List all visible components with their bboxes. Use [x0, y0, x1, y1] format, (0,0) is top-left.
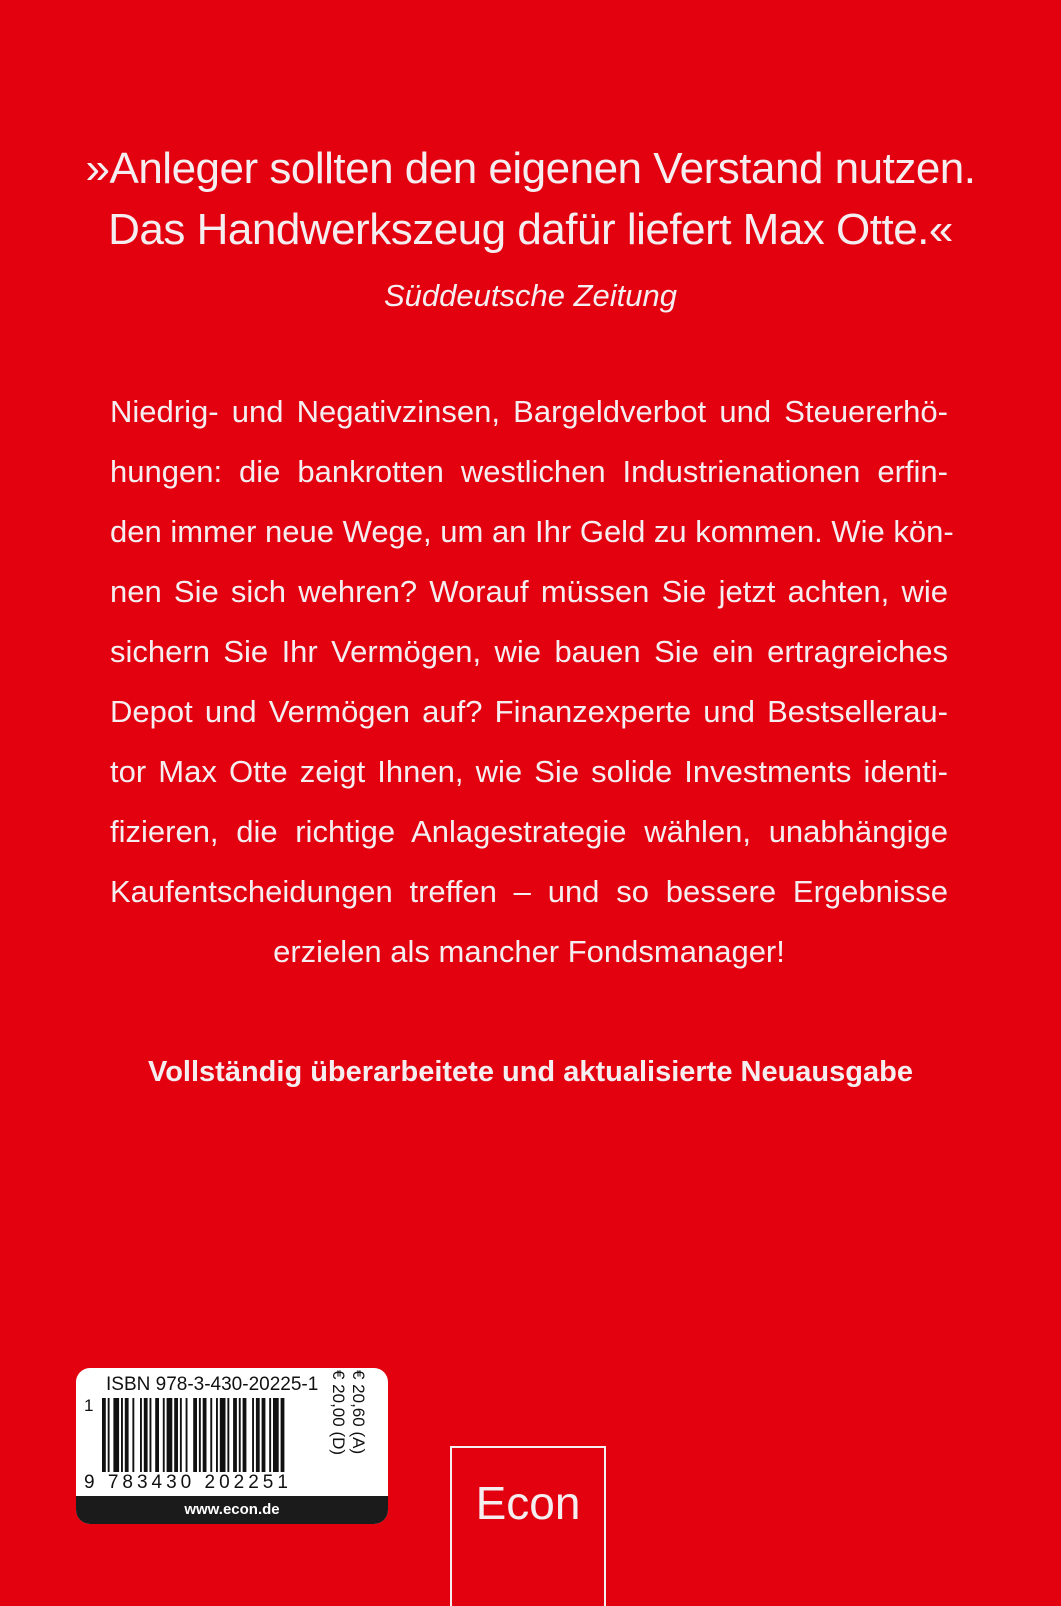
- barcode-left-digit: 1: [84, 1396, 94, 1415]
- publisher-url: www.econ.de: [76, 1496, 388, 1524]
- blurb-line: Kaufentscheidungen treffen – und so bessere Ergebnisse: [110, 874, 948, 909]
- price-austria: € 20,60 (A): [349, 1370, 368, 1455]
- barcode-digits: 9 783430 202251: [84, 1472, 292, 1493]
- blurb-line: tor Max Otte zeigt Ihnen, wie Sie solide Investments identi-: [110, 754, 948, 789]
- blurb-line: nen Sie sich wehren? Worauf müssen Sie jetzt achten, wie: [110, 574, 948, 609]
- isbn-text: ISBN 978-3-430-20225-1: [106, 1374, 319, 1395]
- blurb-line: den immer neue Wege, um an Ihr Geld zu kommen. Wie kön-: [110, 514, 954, 549]
- publisher-logo: Econ: [450, 1446, 606, 1606]
- edition-note: Vollständig überarbeitete und aktualisierte Neuausgabe: [148, 1056, 913, 1088]
- quote-line-2: Das Handwerkszeug dafür liefert Max Otte.«: [108, 205, 953, 254]
- blurb-line: fizieren, die richtige Anlagestrategie wählen, unabhängige: [110, 814, 948, 849]
- blurb: [110, 382, 954, 982]
- blurb-line: erzielen als mancher Fondsmanager!: [273, 934, 785, 969]
- quote-source: Süddeutsche Zeitung: [384, 278, 677, 313]
- quote: [0, 138, 1061, 260]
- price-germany: € 20,00 (D): [329, 1370, 348, 1456]
- blurb-line: hungen: die bankrotten westlichen Industrienationen erfin-: [110, 454, 948, 489]
- blurb-line: Niedrig- und Negativzinsen, Bargeldverbot und Steuererhö-: [110, 394, 948, 429]
- blurb-line: sichern Sie Ihr Vermögen, wie bauen Sie ein ertragreiches: [110, 634, 948, 669]
- blurb-line: Depot und Vermögen auf? Finanzexperte und Bestsellerau-: [110, 694, 948, 729]
- quote-line-1: »Anleger sollten den eigenen Verstand nutzen.: [85, 144, 976, 193]
